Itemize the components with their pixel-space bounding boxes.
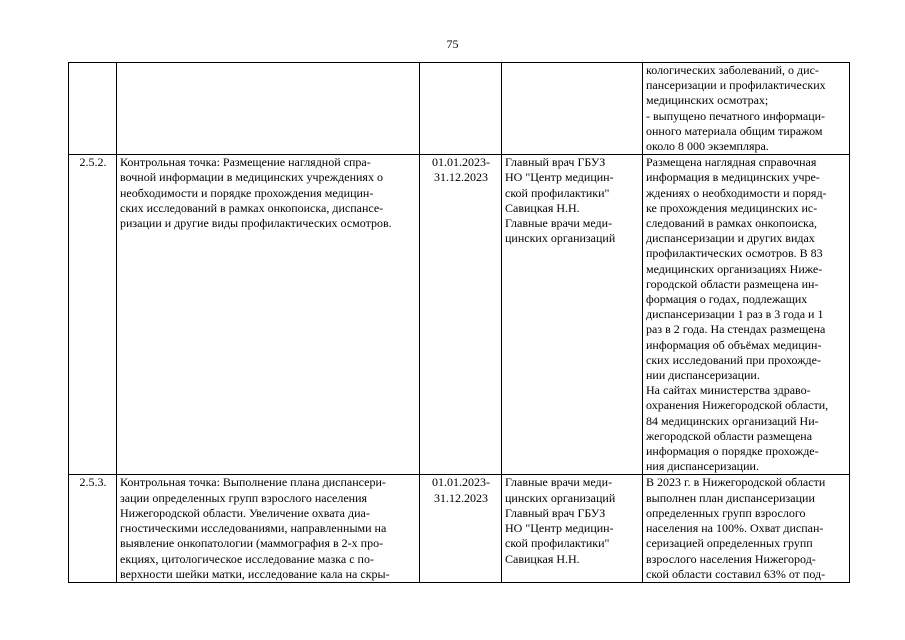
cell-text-line: зации определенных групп взрослого населения [120,490,368,505]
cell-text-line: выполнен план диспансеризации [646,490,815,505]
page-number: 75 [446,37,459,51]
activity-table [68,62,850,583]
cell-text-line: 01.01.2023- [432,155,490,170]
item-number-cell [69,63,117,155]
cell-text-line: - выпущено печатного информаци- [646,108,826,123]
cell-text-line: информация о порядке прохожде- [646,444,819,459]
cell-text-line: нии диспансеризации. [646,368,760,383]
cell-text-line: медицинских осмотрах; [646,93,769,108]
cell-text-line: ждениях о необходимости и поряд- [646,185,827,200]
dates-cell [420,155,502,475]
cell-text: 2.5.2. [79,155,107,170]
cell-text-line: раз в 2 года. На стендах размещена [646,322,826,337]
description-cell [117,63,420,155]
table-row [69,475,850,582]
result-cell [643,155,850,475]
cell-text-line: серизацией определенных групп [646,536,813,551]
cell-text-line: онного материала общим тиражом [646,123,823,138]
cell-text-line: Главный врач ГБУЗ [505,505,606,520]
cell-text-line: Контрольная точка: Размещение наглядной спра- [120,155,371,170]
cell-text-line: следований в рамках онкопоиска, [646,216,818,231]
cell-text-line: диспансеризации 1 раз в 3 года и 1 [646,307,824,322]
cell-text-line: информация об объёмах медицин- [646,337,822,352]
cell-text-line: ния диспансеризации. [646,459,759,474]
cell-text-line: Главные врачи меди- [505,475,613,490]
item-number-cell [69,155,117,475]
cell-text-line: гностическими исследованиями, направленными на [120,521,387,536]
cell-text-line: ских исследований при прохожде- [646,352,821,367]
cell-text-line: цинских организаций [505,490,616,505]
table-row [69,155,850,475]
responsible-cell [502,63,643,155]
cell-text-line: диспансеризации и других видах [646,231,815,246]
table-row [69,63,850,155]
cell-text-line: определенных групп взрослого [646,505,806,520]
cell-text-line: формация о годах, подлежащих [646,292,808,307]
cell-text-line: охранения Нижегородской области, [646,398,829,413]
cell-text-line: Нижегородской области. Увеличение охвата диа- [120,505,370,520]
cell-text-line: жегородской области размещена [646,428,813,443]
cell-text-line: ской профилактики" [505,536,610,551]
result-cell [643,63,850,155]
cell-text-line: пансеризации и профилактических [646,78,826,93]
cell-text-line: кологических заболеваний, о дис- [646,63,819,77]
cell-text-line: вочной информации в медицинских учреждениях о [120,170,383,185]
cell-text-line: Савицкая Н.Н. [505,551,580,566]
cell-text-line: ской профилактики" [505,185,610,200]
cell-text-line: взрослого населения Нижегород- [646,551,816,566]
description-cell [117,155,420,475]
cell-text-line: профилактических осмотров. В 83 [646,246,823,261]
cell-text-line: 84 медицинских организаций Ни- [646,413,819,428]
cell-text-line: ской области составил 63% от под- [646,566,826,581]
table-body [69,63,850,583]
cell-text: 2.5.3. [79,475,107,490]
cell-text-line: 31.12.2023 [434,490,488,505]
description-cell [117,475,420,582]
cell-text-line: Контрольная точка: Выполнение плана диспансери- [120,475,386,490]
cell-text-line: НО "Центр медицин- [505,170,614,185]
cell-text-line: НО "Центр медицин- [505,521,614,536]
cell-text-line: Савицкая Н.Н. [505,200,580,215]
dates-cell [420,475,502,582]
cell-text-line: 31.12.2023 [434,170,488,185]
item-number-cell [69,475,117,582]
cell-text-line: ских исследований в рамках онкопоиска, диспансе- [120,200,384,215]
cell-text-line: На сайтах министерства здраво- [646,383,811,398]
cell-text-line: 01.01.2023- [432,475,490,490]
cell-text-line: необходимости и порядке прохождения медицин- [120,185,374,200]
cell-text-line: ке прохождения медицинских ис- [646,200,818,215]
responsible-cell [502,155,643,475]
responsible-cell [502,475,643,582]
result-cell [643,475,850,582]
cell-text-line: информация в медицинских учре- [646,170,820,185]
cell-text-line: В 2023 г. в Нижегородской области [646,475,826,490]
cell-text-line: Размещена наглядная справочная [646,155,817,170]
cell-text-line: медицинских организациях Ниже- [646,261,823,276]
cell-text-line: выявление онкопатологии (маммография в 2-х про- [120,536,384,551]
cell-text-line: городской области размещена ин- [646,276,819,291]
cell-text-line: населения на 100%. Охват диспан- [646,521,824,536]
cell-text-line: цинских организаций [505,231,616,246]
dates-cell [420,63,502,155]
cell-text-line: Главные врачи меди- [505,216,613,231]
cell-text-line: верхности шейки матки, исследование кала на скры- [120,566,390,581]
cell-text-line: Главный врач ГБУЗ [505,155,606,170]
cell-text-line: ризации и другие виды профилактических осмотров. [120,216,392,231]
cell-text-line: екциях, цитологическое исследование мазка с по- [120,551,374,566]
cell-text-line: около 8 000 экземпляра. [646,139,769,154]
